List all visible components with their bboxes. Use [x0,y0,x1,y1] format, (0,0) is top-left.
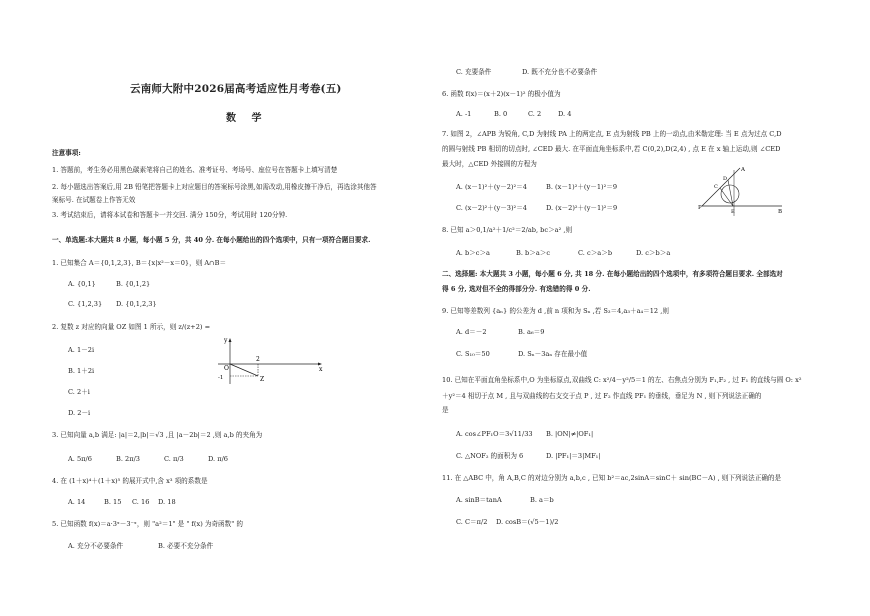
exam-subject: 数 学 [226,113,268,124]
q9-option-c: C. S₁₀＝50 [456,350,490,358]
q8-option-d: D. c＞b＞a [636,249,671,257]
fig1-tick-2: 2 [256,356,260,363]
q10-option-b: B. |ON|≠|OF₁| [546,430,594,438]
q10-option-c: C. △NOF₂ 的面积为 6 [456,452,524,460]
question-11-stem: 11. 在 △ABC 中，角 A,B,C 的对边分别为 a,b,c , 已知 b²＝ac,2sinA＝sinC＋ sin(BC－A) , 则下列说法正确的是 [442,474,782,482]
q11-option-a: A. sinB＝tanA [456,496,502,504]
q3-option-a: A. 5π/6 [68,455,92,463]
q9-option-a: A. d＝－2 [456,328,487,336]
q5-option-d: D. 既不充分也不必要条件 [522,68,598,76]
question-2-stem: 2. 复数 z 对应的向量 OZ 如图 1 所示，则 z/(z+2) = [52,323,211,331]
q7-option-b: B. (x－1)²＋(y－1)²＝9 [546,183,618,191]
question-7-line: 最大时，△CED 外接圆的方程为 [442,160,537,168]
fig2-e-label: E [731,209,735,215]
question-5-stem: 5. 已知函数 f(x)＝a·3ˣ－3⁻ˣ，则 "a²＝1" 是 " f(x) 为奇函数" 的 [52,520,243,528]
q5-option-c: C. 充要条件 [456,68,492,76]
q2-option-b: B. 1＋2i [68,367,95,375]
question-9-stem: 9. 已知等差数列 {aₙ} 的公差为 d ,前 n 项和为 Sₙ ,若 S₃＝4,a₃＋a₄＝12 ,则 [442,307,669,315]
fig1-origin-label: O [224,365,229,372]
q3-option-d: D. π/6 [208,455,228,463]
q2-option-d: D. 2－i [68,409,91,417]
question-10-line: 是 [442,406,449,414]
notice-item: 案标号. 在试题卷上作答无效 [52,196,136,204]
q8-option-b: B. b＞a＞c [516,249,551,257]
q2-option-a: A. 1－2i [68,346,95,354]
fig2-c-label: C [714,184,718,190]
q9-option-d: D. Sₙ－3aₙ 存在最小值 [518,350,588,358]
q6-option-c: C. 2 [528,110,542,118]
q10-option-a: A. cos∠PF₁O＝3√11/33 [456,430,533,438]
question-6-stem: 6. 函数 f(x)＝(x＋2)(x－1)² 的极小值为 [442,90,561,98]
fig2-d-label: D [723,176,728,182]
notice-item: 2. 每小题选出答案后,用 2B 铅笔把答题卡上对应题目的答案标号涂黑,如需改动,用橡皮擦干净后，再选涂其他答 [52,183,377,191]
q1-option-d: D. {0,1,2,3} [116,300,157,308]
q1-option-a: A. {0,1} [68,280,96,288]
section-1-heading: 一、单选题:本大题共 8 小题，每小题 5 分，共 40 分. 在每小题给出的四个选项中，只有一项符合题目要求. [52,236,371,244]
q1-option-b: B. {0,1,2} [116,280,151,288]
q6-option-b: B. 0 [494,110,508,118]
fig1-tick-neg1: -1 [218,375,224,381]
q4-option-a: A. 14 [68,498,86,506]
q5-option-b: B. 必要不充分条件 [158,542,214,550]
question-7-line: 7. 如图 2，∠APB 为锐角, C,D 为射线 PA 上的两定点, E 点为射线 PB 上的一动点,由米勒定理: 当 E 点为过点 C,D [442,130,782,138]
q4-option-c: C. 16 [132,498,150,506]
q10-option-d: D. |PF₁|＝3|MF₁| [546,452,601,460]
notice-heading: 注意事项: [52,149,81,157]
q6-option-a: A. -1 [456,110,472,118]
q1-option-c: C. {1,2,3} [68,300,103,308]
q11-option-b: B. a＝b [530,496,554,504]
q4-option-b: B. 15 [104,498,122,506]
q5-option-a: A. 充分不必要条件 [68,542,124,550]
fig2-a-label: A [741,167,745,173]
notice-item: 3. 考试结束后，请将本试卷和答题卡一并交回. 满分 150分，考试用时 120分钟. [52,211,288,219]
section-2-heading: 二、选择题: 本大题共 3 小题，每小题 6 分, 共 18 分. 在每小题给出的四个选项中，有多项符合题目要求. 全部选对 [442,270,783,278]
q11-option-d: D. cosB＝(√5－1)/2 [496,518,559,526]
q6-option-d: D. 4 [558,110,572,118]
q11-option-c: C. C＝π/2 [456,518,488,526]
q9-option-b: B. a₆＝9 [518,328,545,336]
figure-1-vector-diagram [218,336,328,386]
fig1-x-label: x [319,366,323,373]
q7-option-c: C. (x－2)²＋(y－3)²＝4 [456,204,527,212]
figure-2-miller-diagram [698,166,784,218]
q3-option-c: C. π/3 [164,455,184,463]
section-2-heading-cont: 得 6 分, 选对但不全的得部分分. 有选错的得 0 分. [442,285,591,293]
exam-title: 云南师大附中2026届高考适应性月考卷(五) [130,83,342,95]
question-3-stem: 3. 已知向量 a,b 满足: |a|＝2,|b|＝√3 ,且 |a－2b|＝2 ,则 a,b 的夹角为 [52,431,263,439]
fig1-z-label: Z [260,376,265,383]
q3-option-b: B. 2π/3 [116,455,140,463]
question-1-stem: 1. 已知集合 A＝{0,1,2,3}, B＝{x|x²－x＝0}，则 A∩B＝ [52,259,227,267]
q2-option-c: C. 2＋i [68,388,90,396]
q7-option-a: A. (x－1)²＋(y－2)²＝4 [456,183,527,191]
fig2-p-label: P [698,205,702,211]
q4-option-d: D. 18 [158,498,176,506]
question-7-line: 的圆与射线 PB 相切的切点时, ∠CED 最大. 在平面直角坐标系中,若 C(0,2),D(2,4) , 点 E 在 x 轴上运动,则 ∠CED [442,145,781,153]
fig1-y-label: y [224,337,228,344]
q7-option-d: D. (x－2)²＋(y－1)²＝9 [546,204,618,212]
question-10-line: ＋y²＝4 相切于点 M , 且与双曲线的右支交于点 P , 过 F₂ 作直线 PF₁ 的垂线，垂足为 N , 则下列说法正确的 [442,392,762,400]
question-4-stem: 4. 在 (1＋x)⁴＋(1＋x)⁵ 的展开式中,含 x³ 项的系数是 [52,477,208,485]
fig2-b-label: B [778,209,783,215]
notice-item: 1. 答题前，考生务必用黑色碳素笔将自己的姓名、准考证号、考场号、座位号在答题卡上填写清楚 [52,166,338,174]
question-8-stem: 8. 已知 a＞0,1/a²＋1/c²＝2/ab, bc＞a² ,则 [442,226,573,234]
q8-option-a: A. b＞c＞a [456,249,490,257]
q8-option-c: C. c＞a＞b [578,249,613,257]
question-10-line: 10. 已知在平面直角坐标系中,O 为坐标原点,双曲线 C: x²/4－y²/5＝1 的左、右焦点分别为 F₁,F₂ , 过 F₁ 的直线与圆 O: x² [442,376,802,384]
